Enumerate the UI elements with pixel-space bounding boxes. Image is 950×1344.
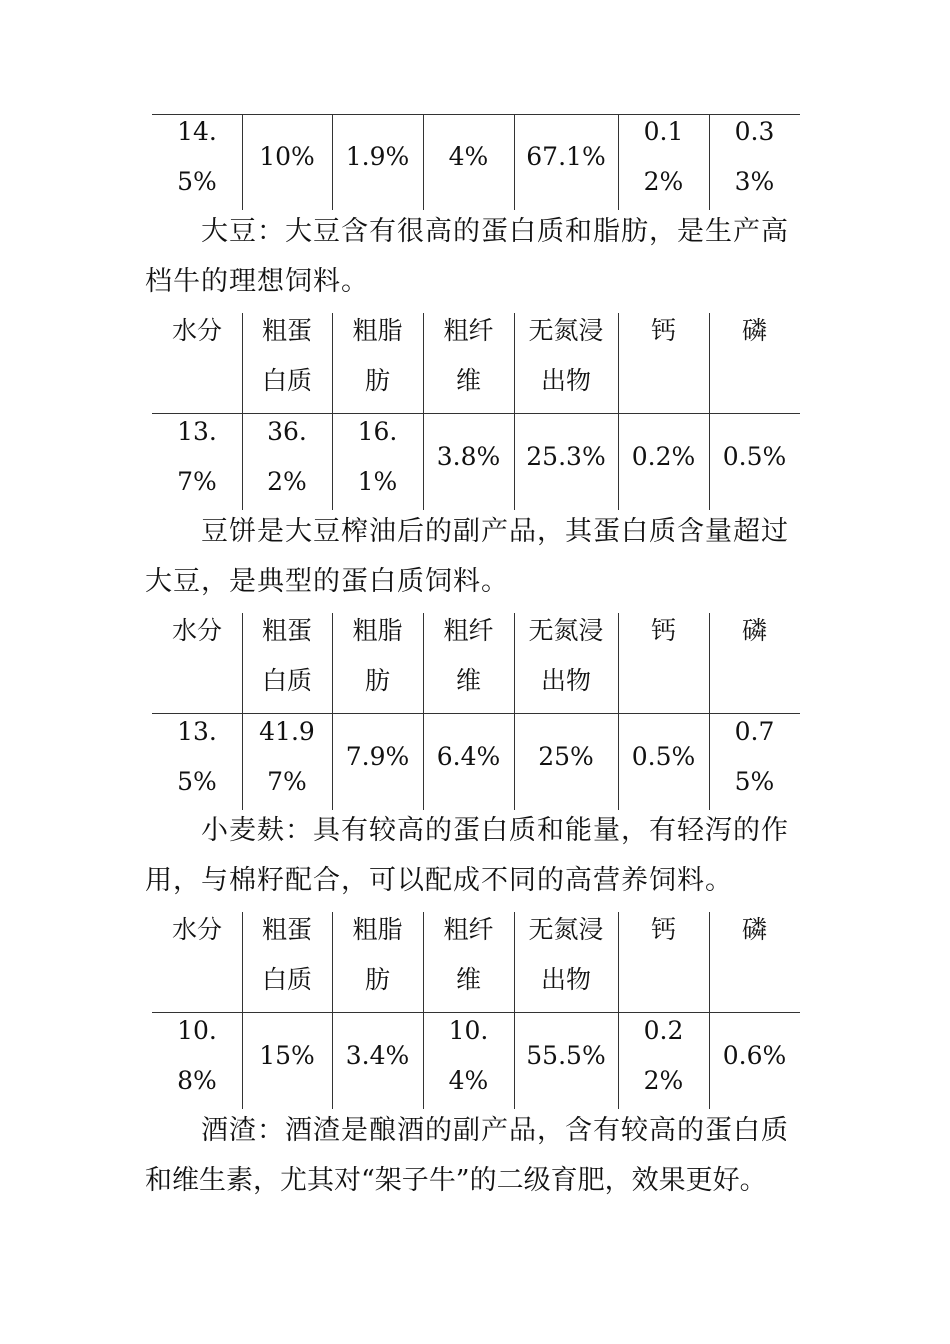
table-cell: 13.7% [177,417,217,496]
table-cell: 13.5% [177,717,217,796]
header-cell: 粗蛋白质 [261,316,312,395]
header-cell: 钙 [650,915,676,944]
paragraph: 小麦麸：具有较高的蛋白质和能量，有轻泻的作 用，与棉籽配合，可以配成不同的高营养饲料。 [145,815,789,896]
table-cell: 6.4% [436,742,501,771]
header-cell: 粗脂肪 [352,915,403,994]
header-cell: 水分 [171,316,222,345]
table-cell: 14.5% [177,117,217,196]
table-cell: 0.33% [734,117,775,196]
header-cell: 粗脂肪 [352,316,403,395]
header-cell: 水分 [171,616,222,645]
header-cell: 磷 [741,616,767,645]
table-cell: 10% [259,142,315,171]
header-cell: 钙 [650,616,676,645]
header-cell: 钙 [650,316,676,345]
header-cell: 无氮浸出物 [528,915,604,994]
table-cell: 0.2% [631,442,696,471]
header-cell: 粗纤维 [443,316,494,395]
header-cell: 粗纤维 [443,616,494,695]
table-cell: 0.22% [643,1016,684,1095]
header-cell: 粗纤维 [443,915,494,994]
header-cell: 无氮浸出物 [528,316,604,395]
table-cell: 25% [538,742,594,771]
table-cell: 0.5% [722,442,787,471]
table-cell: 55.5% [526,1041,606,1070]
table-cell: 0.75% [734,717,775,796]
table-cell: 3.4% [345,1041,410,1070]
table-cell: 15% [259,1041,315,1070]
table-cell: 16.1% [357,417,398,496]
table-cell: 0.6% [722,1041,787,1070]
table-cell: 36.2% [267,417,307,496]
table-cell: 0.12% [643,117,684,196]
header-cell: 水分 [171,915,222,944]
table-cell: 7.9% [345,742,410,771]
table-cell: 4% [448,142,489,171]
header-cell: 磷 [741,915,767,944]
table-cell: 67.1% [526,142,606,171]
table-cell: 41.97% [259,717,315,796]
header-cell: 粗脂肪 [352,616,403,695]
paragraph: 大豆：大豆含有很高的蛋白质和脂肪，是生产高 档牛的理想饲料。 [145,216,789,297]
table-cell: 3.8% [436,442,501,471]
table-cell: 10.8% [177,1016,217,1095]
header-cell: 粗蛋白质 [261,915,312,994]
header-cell: 粗蛋白质 [261,616,312,695]
table-cell: 10.4% [448,1016,489,1095]
table-cell: 0.5% [631,742,696,771]
paragraph: 豆饼是大豆榨油后的副产品，其蛋白质含量超过 大豆，是典型的蛋白质饲料。 [145,516,789,597]
table-cell: 25.3% [526,442,606,471]
table-cell: 1.9% [345,142,410,171]
header-cell: 无氮浸出物 [528,616,604,695]
paragraph: 酒渣：酒渣是酿酒的副产品，含有较高的蛋白质 和维生素，尤其对“架子牛”的二级育肥，效果更好。 [145,1115,789,1196]
header-cell: 磷 [741,316,767,345]
